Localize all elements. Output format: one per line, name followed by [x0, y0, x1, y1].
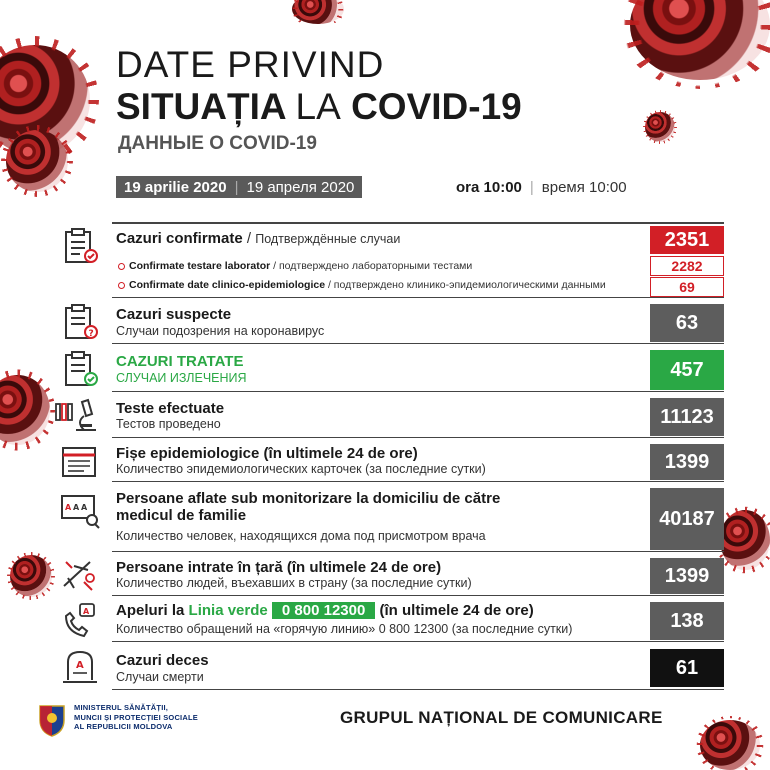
monitor-value: 40187: [650, 488, 724, 550]
clin-label-ro: Confirmate date clinico-epidemiologice: [129, 279, 326, 291]
tests-label-ru: Тестов проведено: [116, 417, 221, 431]
page-title-line1: DATE PRIVIND: [116, 44, 385, 85]
monitor-label-ru: Количество человек, находящихся дома под присмотром врача: [116, 529, 486, 543]
row-suspect: [60, 302, 724, 344]
tests-value: 11123: [650, 398, 724, 436]
entered-label-ro: Persoane intrate în țară (în ultimele 24 de ore): [116, 559, 442, 576]
time-bar: [456, 176, 627, 198]
separator: |: [234, 178, 239, 196]
virus-decoration-icon: [645, 112, 675, 142]
lab-value: 2282: [650, 256, 724, 276]
calls-label-a: Apeluri la: [116, 602, 185, 619]
title-situatia: SITUAȚIA: [116, 86, 286, 127]
svg-text:A: A: [73, 503, 80, 512]
row-tests: [60, 396, 724, 438]
row-entered: [60, 556, 724, 596]
calls-label-ru: Количество обращений на «горячую линию» 0 800 12300 (за последние сутки): [116, 622, 573, 636]
entered-label-ru: Количество людей, въехавших в страну (за последние сутки): [116, 576, 472, 590]
coat-of-arms-icon: [37, 702, 67, 738]
row-confirmed: [60, 222, 724, 298]
clipboard-ok-icon: [60, 351, 100, 389]
row-calls: [60, 600, 724, 642]
green-line-label: Linia verde: [188, 602, 268, 619]
doctor-screen-icon: [60, 492, 100, 530]
confirmed-label: [116, 230, 400, 247]
calls-label-ro: [116, 602, 534, 619]
epi-label-ro: Fișe epidemiologice (în ultimele 24 de ore): [116, 445, 418, 462]
confirmed-value: 2351: [650, 226, 724, 254]
row-epi: [60, 442, 724, 482]
clin-label-ru: / подтверждено клинико-эпидемиологическими данными: [327, 279, 606, 291]
date-ru: 19 апреля 2020: [246, 178, 355, 196]
ministry-line2: MUNCII ȘI PROTECȚIEI SOCIALE: [74, 712, 198, 722]
date-bar: [116, 176, 362, 198]
confirmed-label-ru: Подтверждённые случаи: [255, 232, 401, 246]
epi-label-ru: Количество эпидемиологических карточек (за последние сутки): [116, 462, 486, 476]
bullet-icon: [118, 282, 125, 289]
svg-text:A: A: [81, 503, 88, 512]
row-deaths: [60, 646, 724, 690]
bullet-icon: [118, 263, 125, 270]
page-title-line2: [116, 86, 522, 128]
lab-label-ro: Confirmate testare laborator: [129, 260, 271, 272]
monitor-label-ro-line1: Persoane aflate sub monitorizare la domiciliu de către: [116, 490, 501, 507]
airplane-virus-icon: [60, 556, 100, 594]
tombstone-icon: [60, 648, 100, 686]
date-ro: 19 aprilie 2020: [124, 178, 227, 196]
row-monitor: [60, 486, 724, 552]
deaths-label-ru: Случаи смерти: [116, 670, 204, 684]
row-treated: [60, 348, 724, 392]
treated-value: 457: [650, 350, 724, 390]
suspect-label-ru: Случаи подозрения на коронавирус: [116, 324, 325, 338]
virus-decoration-icon: [10, 555, 52, 597]
clipboard-question-icon: [60, 304, 100, 342]
document-list-icon: [60, 444, 100, 482]
phone-call-icon: [60, 602, 100, 640]
title-covid: COVID-19: [351, 86, 522, 127]
suspect-label-ro: Cazuri suspecte: [116, 306, 232, 323]
time-ru: время 10:00: [541, 178, 627, 196]
epi-value: 1399: [650, 444, 724, 480]
clin-value: 69: [650, 277, 724, 297]
clipboard-check-icon: [60, 228, 100, 266]
suspect-value: 63: [650, 304, 724, 342]
svg-text:?: ?: [88, 329, 94, 339]
virus-decoration-icon: [0, 375, 50, 445]
slash: /: [246, 230, 252, 247]
entered-value: 1399: [650, 558, 724, 594]
virus-decoration-icon: [630, 0, 770, 80]
ministry-line1: MINISTERUL SĂNĂTĂȚII,: [74, 703, 169, 712]
separator: |: [529, 178, 534, 196]
confirmed-lab-line: [118, 260, 472, 272]
confirmed-clin-line: [118, 279, 606, 291]
ministry-name: [74, 703, 198, 732]
deaths-label-ro: Cazuri deces: [116, 652, 209, 669]
deaths-value: 61: [650, 649, 724, 687]
virus-decoration-icon: [700, 720, 760, 770]
page-title-ru: ДАННЫЕ О COVID-19: [118, 133, 317, 154]
green-line-phone: 0 800 12300: [272, 602, 375, 619]
virus-decoration-icon: [292, 0, 344, 24]
communication-group: GRUPUL NAȚIONAL DE COMUNICARE: [340, 708, 663, 727]
ministry-line3: AL REPUBLICII MOLDOVA: [74, 722, 173, 731]
lab-label-ru: / подтверждено лабораторными тестами: [273, 260, 473, 272]
svg-text:A: A: [65, 503, 72, 512]
treated-label-ru: СЛУЧАИ ИЗЛЕЧЕНИЯ: [116, 371, 247, 385]
monitor-label-ro-line2: medicul de familie: [116, 507, 247, 524]
time-ro: ora 10:00: [456, 178, 522, 196]
virus-decoration-icon: [6, 130, 68, 192]
treated-label-ro: CAZURI TRATATE: [116, 353, 244, 370]
virus-decoration-icon: [720, 510, 770, 570]
title-la: LA: [295, 86, 341, 127]
monitor-label-ro: [116, 490, 500, 524]
microscope-icon: [54, 398, 100, 436]
tests-label-ro: Teste efectuate: [116, 400, 225, 417]
calls-value: 138: [650, 602, 724, 640]
svg-text:A: A: [83, 607, 90, 616]
calls-label-b: (în ultimele 24 de ore): [379, 602, 534, 619]
confirmed-label-ro: Cazuri confirmate: [116, 230, 243, 247]
svg-text:A: A: [76, 660, 84, 671]
